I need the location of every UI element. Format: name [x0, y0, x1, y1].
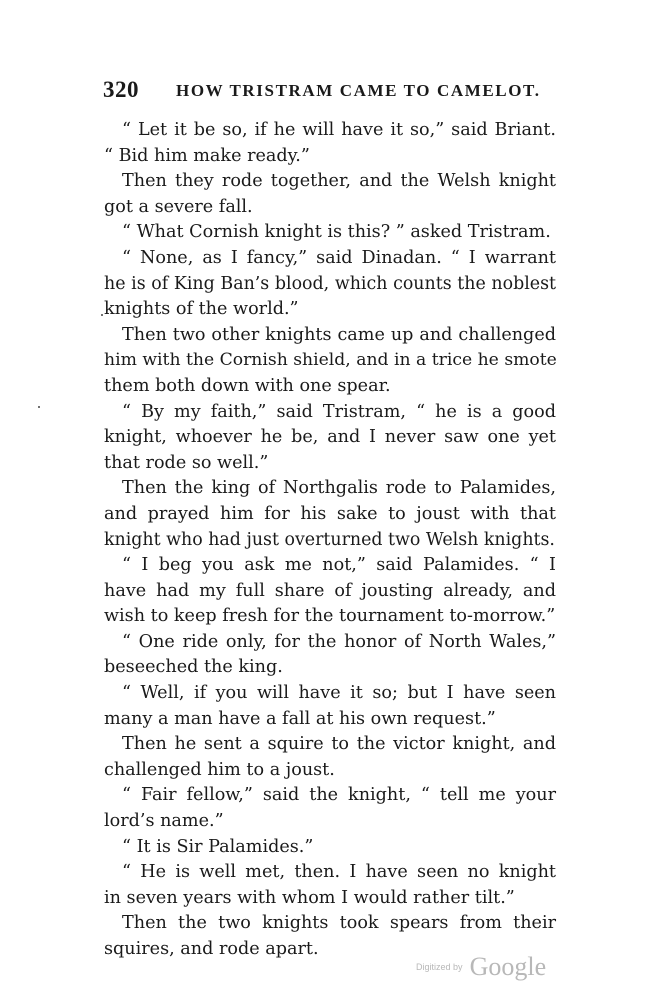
watermark-prefix: Digitized by: [416, 962, 463, 972]
text-line: have had my full share of jousting already, and: [104, 580, 556, 601]
text-line: Then two other knights came up and challenged: [122, 324, 556, 345]
google-logo: Google: [469, 952, 547, 981]
text-line: him with the Cornish shield, and in a trice he smote: [104, 350, 557, 371]
text-line: knight who had just overturned two Welsh knights.: [104, 529, 555, 550]
margin-speck: [101, 314, 103, 316]
text-line: got a severe fall.: [104, 196, 253, 217]
text-line: challenged him to a joust.: [104, 759, 335, 780]
text-line: knights of the world.”: [104, 299, 299, 320]
text-line: lord’s name.”: [104, 811, 224, 832]
text-line: in seven years with whom I would rather tilt.”: [104, 887, 515, 908]
text-line: “ Let it be so, if he will have it so,” said Briant.: [122, 120, 556, 140]
text-line: “ Bid him make ready.”: [104, 145, 310, 166]
text-line: Then he sent a squire to the victor knight, and: [122, 734, 556, 755]
text-line: Then they rode together, and the Welsh knight: [122, 171, 556, 192]
text-line: Then the two knights took spears from their: [122, 913, 556, 934]
text-line: “ Well, if you will have it so; but I have seen: [122, 683, 556, 704]
digitized-watermark: [416, 952, 546, 982]
text-line: “ By my faith,” said Tristram, “ he is a good: [122, 401, 556, 422]
text-line: knight, whoever he be, and I never saw one yet: [104, 427, 556, 448]
page-number: 320: [103, 77, 139, 102]
text-line: “ What Cornish knight is this? ” asked Tristram.: [122, 222, 551, 243]
text-line: them both down with one spear.: [104, 375, 391, 396]
text-line: and prayed him for his sake to joust with that: [104, 503, 556, 524]
text-line: he is of King Ban’s blood, which counts the noblest: [104, 273, 556, 294]
text-line: beseeched the king.: [104, 657, 283, 678]
text-line: wish to keep fresh for the tournament to-morrow.”: [104, 606, 556, 627]
text-line: “ None, as I fancy,” said Dinadan. “ I warrant: [122, 247, 556, 268]
text-line: many a man have a fall at his own request.”: [104, 708, 496, 729]
text-line: “ One ride only, for the honor of North Wales,”: [122, 631, 556, 652]
text-line: “ It is Sir Palamides.”: [122, 836, 314, 857]
text-line: “ He is well met, then. I have seen no knight: [122, 862, 556, 883]
running-head: HOW TRISTRAM CAME TO CAMELOT.: [176, 81, 541, 100]
text-line: squires, and rode apart.: [104, 939, 319, 959]
text-line: that rode so well.”: [104, 452, 269, 473]
text-line: Then the king of Northgalis rode to Palamides,: [122, 478, 556, 499]
page-header: [103, 77, 563, 105]
text-line: “ Fair fellow,” said the knight, “ tell me your: [122, 785, 556, 806]
margin-speck: [38, 406, 40, 408]
body-text: [104, 118, 556, 963]
text-line: “ I beg you ask me not,” said Palamides. “ I: [122, 555, 556, 576]
